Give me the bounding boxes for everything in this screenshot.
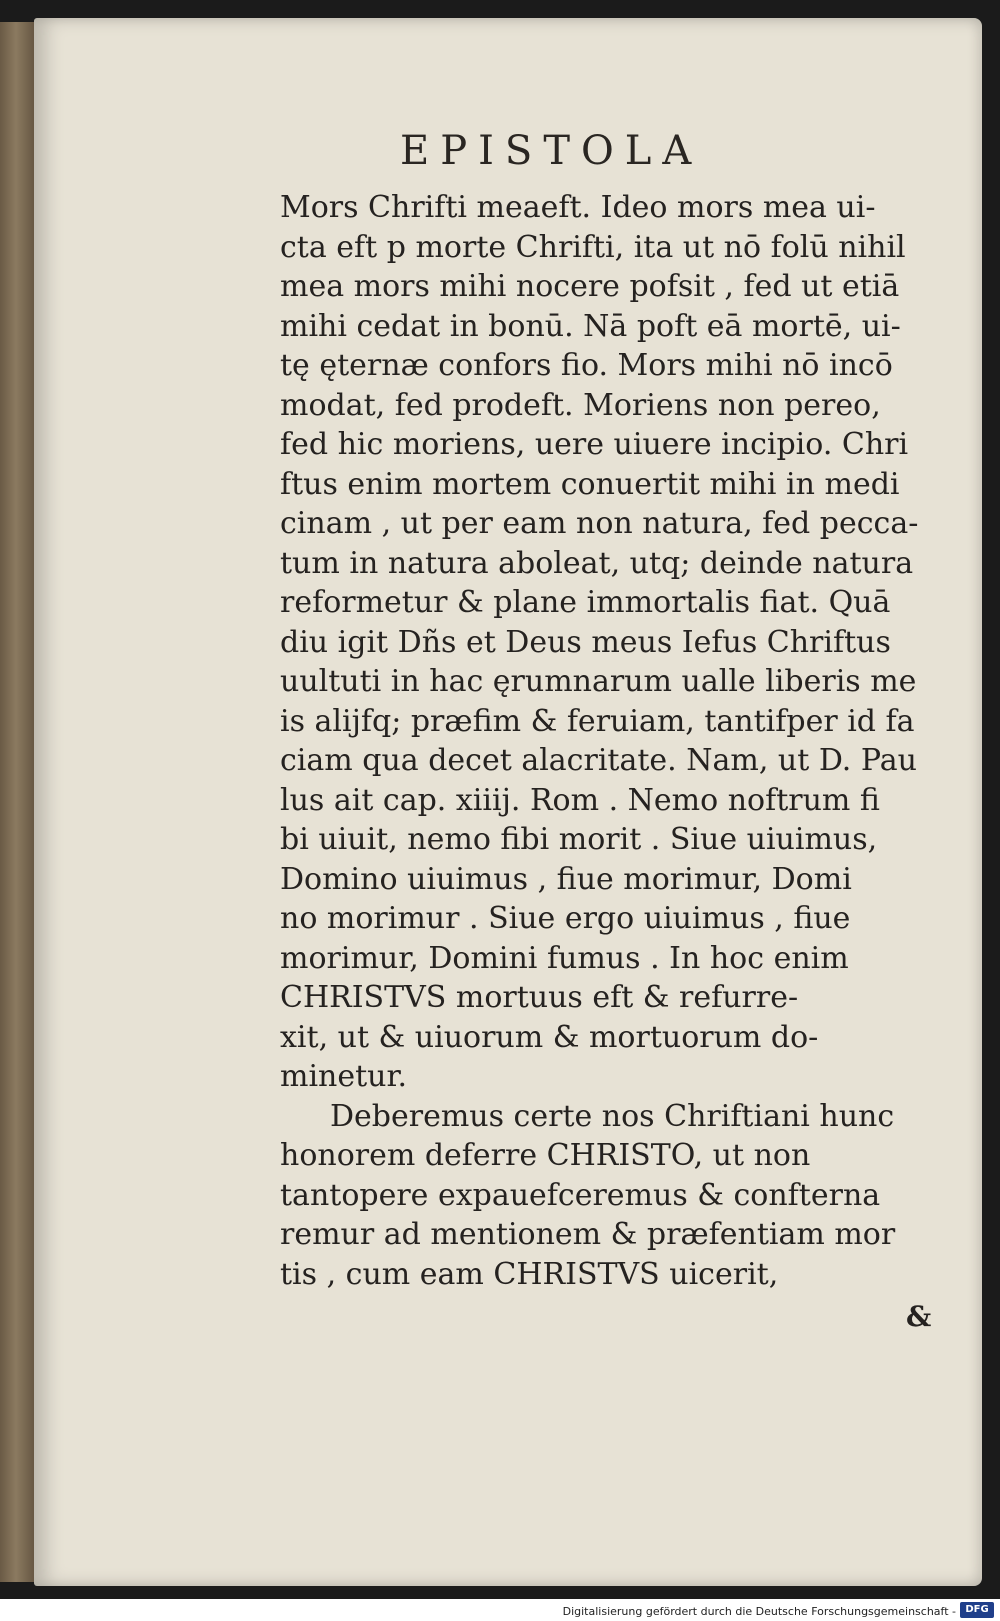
- page-heading: EPISTOLA: [400, 128, 703, 174]
- text-line: modat, fed prodeft. Moriens non pereo,: [280, 387, 881, 423]
- text-line: tę ęternæ confors fio. Mors mihi nō incō: [280, 348, 893, 383]
- body-text: [280, 188, 970, 1294]
- text-line: ciam qua decet alacritate. Nam, ut D. Pau: [280, 743, 917, 778]
- catchword: &: [906, 1300, 932, 1333]
- text-line: mea mors mihi nocere pofsit , fed ut etiā: [280, 269, 900, 304]
- dfg-logo: DFG: [960, 1602, 994, 1618]
- footer-credit: Digitalisierung gefördert durch die Deutsche Forschungsgemeinschaft -: [562, 1605, 956, 1618]
- text-line: mihi cedat in bonū. Nā poft eā mortē, ui-: [280, 308, 901, 344]
- text-line: tis , cum eam CHRISTVS uicerit,: [280, 1256, 779, 1292]
- text-line: is alijfq; præfim & feruiam, tantifper id fa: [280, 703, 915, 739]
- text-line: tum in natura aboleat, utq; deinde natura: [280, 545, 914, 581]
- text-line: minetur.: [280, 1059, 408, 1094]
- text-line: reformetur & plane immortalis fiat. Quā: [280, 585, 891, 620]
- text-line: honorem deferre CHRISTO, ut non: [280, 1138, 811, 1173]
- text-line: diu igit Dñs et Deus meus Iefus Chriftus: [280, 624, 891, 660]
- footer-bar: [0, 1599, 1000, 1621]
- text-line: uultuti in hac ęrumnarum ualle liberis me: [280, 664, 917, 699]
- text-line: lus ait cap. xiiij. Rom . Nemo noftrum fi: [280, 782, 880, 818]
- text-line: ftus enim mortem conuertit mihi in medi: [280, 466, 900, 502]
- text-line: tantopere expauefceremus & confterna: [280, 1177, 881, 1213]
- text-line: cta eft p morte Chrifti, ita ut nō folū nihil: [280, 229, 906, 265]
- text-line: Deberemus certe nos Chriftiani hunc: [330, 1098, 895, 1134]
- text-line: Mors Chrifti meaeft. Ideo mors mea ui-: [280, 190, 876, 225]
- text-line: xit, ut & uiuorum & mortuorum do-: [280, 1019, 819, 1055]
- text-line: morimur, Domini fumus . In hoc enim: [280, 940, 849, 976]
- text-line: Domino uiuimus , fiue morimur, Domi: [280, 861, 852, 897]
- text-line: no morimur . Siue ergo uiuimus , fiue: [280, 901, 851, 936]
- text-line: CHRISTVS mortuus eft & refurre-: [280, 980, 799, 1015]
- text-line: cinam , ut per eam non natura, fed pecca-: [280, 506, 919, 541]
- text-line: bi uiuit, nemo fibi morit . Siue uiuimus,: [280, 822, 878, 857]
- text-line: fed hic moriens, uere uiuere incipio. Chri: [280, 427, 909, 462]
- text-line: remur ad mentionem & præfentiam mor: [280, 1217, 896, 1252]
